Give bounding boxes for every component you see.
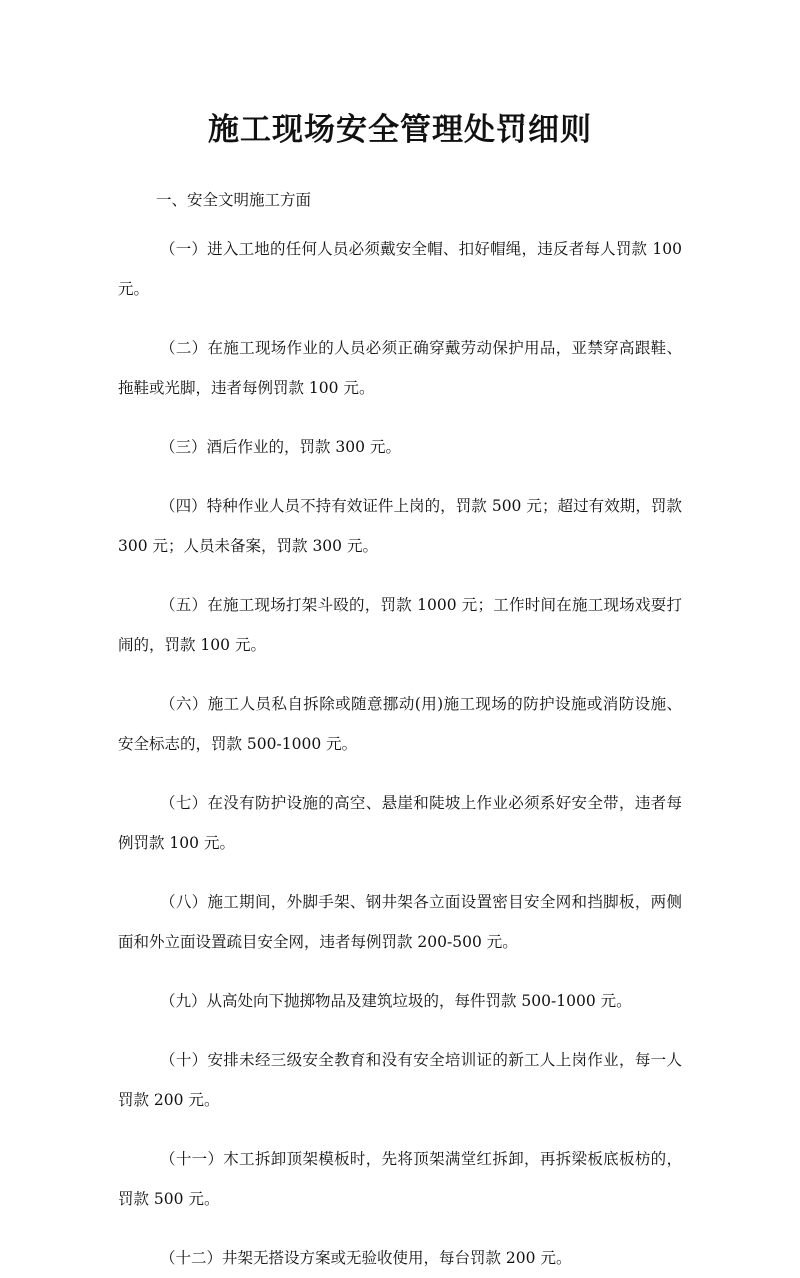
clause-item: （三）酒后作业的，罚款 300 元。 (160, 438, 401, 456)
clause-item: （五）在施工现场打架斗殴的，罚款 1000 元；工作时间在施工现场戏耍打闹的，罚款 100 元。 (118, 596, 682, 654)
clause-item: （二）在施工现场作业的人员必须正确穿戴劳动保护用品，亚禁穿高跟鞋、拖鞋或光脚，违者每例罚款 100 元。 (118, 339, 682, 397)
clause-item: （十二）井架无搭设方案或无验收使用，每台罚款 200 元。 (160, 1249, 572, 1267)
clause-item: （九）从高处向下抛掷物品及建筑垃圾的，每件罚款 500-1000 元。 (160, 992, 632, 1010)
clause-list (118, 229, 682, 1278)
clause-item: （十）安排未经三级安全教育和没有安全培训证的新工人上岗作业，每一人罚款 200 元。 (118, 1051, 682, 1109)
clause-item: （八）施工期间，外脚手架、钢井架各立面设置密目安全网和挡脚板，两侧面和外立面设置疏目安全网，违者每例罚款 200-500 元。 (118, 893, 682, 951)
clause-item: （七）在没有防护设施的高空、悬崖和陡坡上作业必须系好安全带，违者每例罚款 100 元。 (118, 794, 682, 852)
clause-item: （四）特种作业人员不持有效证件上岗的，罚款 500 元；超过有效期，罚款 300 元；人员未备案，罚款 300 元。 (118, 497, 682, 555)
document-title: 施工现场安全管理处罚细则 (208, 112, 592, 148)
clause-item: （十一）木工拆卸顶架模板时，先将顶架满堂红拆卸，再拆梁板底板枋的，罚款 500 元。 (118, 1150, 682, 1208)
clause-item: （一）进入工地的任何人员必须戴安全帽、扣好帽绳，违反者每人罚款 100 元。 (118, 240, 682, 298)
clause-item: （六）施工人员私自拆除或随意挪动(用)施工现场的防护设施或消防设施、安全标志的，罚款 500-1000 元。 (118, 695, 682, 753)
section-heading: 一、安全文明施工方面 (156, 191, 312, 209)
